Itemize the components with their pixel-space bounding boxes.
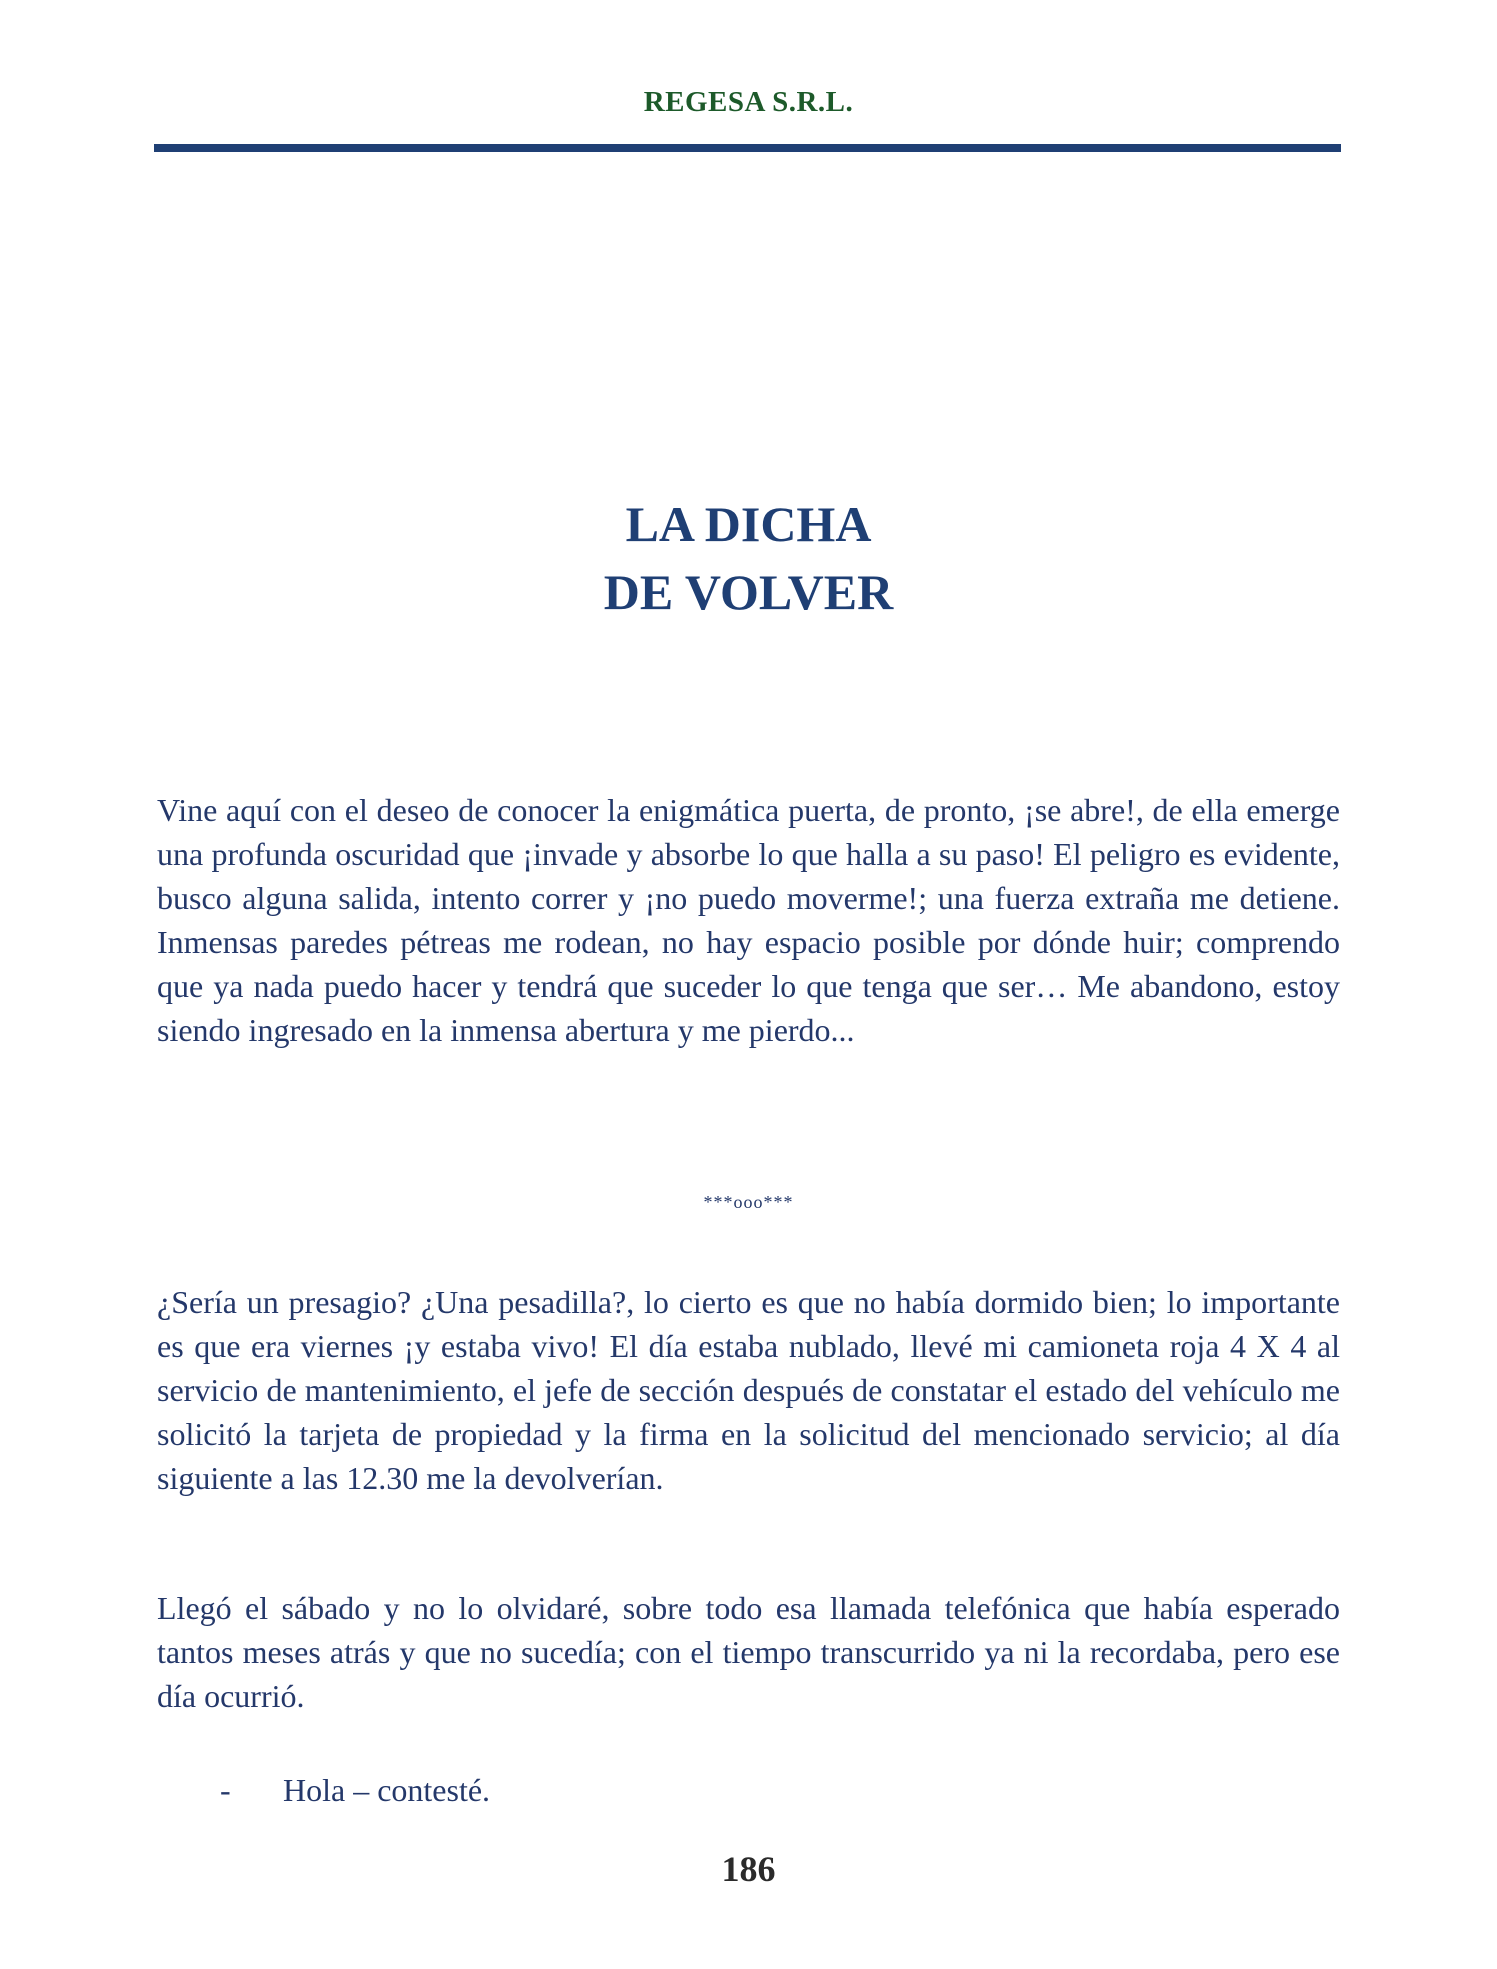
chapter-title xyxy=(0,490,1497,626)
dialogue-text: Hola – contesté. xyxy=(283,1772,491,1808)
dialogue-line xyxy=(220,1768,490,1812)
running-header: REGESA S.R.L. xyxy=(643,86,854,118)
chapter-title-line-2: DE VOLVER xyxy=(603,564,894,620)
paragraph-2: ¿Sería un presagio? ¿Una pesadilla?, lo cierto es que no había dormido bien; lo importante es que era viernes ¡y estaba vivo! El día estaba nublado, llevé mi camioneta roja 4 X 4 al servicio de mantenimiento, el jefe de sección después de constatar el estado del vehículo me solicitó la tarjeta de propiedad y la firma en la solicitud del mencionado servicio; al día siguiente a las 12.30 me la devolverían. xyxy=(157,1284,1340,1496)
paragraph-1: Vine aquí con el deseo de conocer la enigmática puerta, de pronto, ¡se abre!, de ella emerge una profunda oscuridad que ¡invade y absorbe lo que halla a su paso! El peligro es evidente, busco alguna salida, intento correr y ¡no puedo moverme!; una fuerza extraña me detiene. Inmensas paredes pétreas me rodean, no hay espacio posible por dónde huir; comprendo que ya nada puedo hacer y tendrá que suceder lo que tenga que ser… Me abandono, estoy siendo ingresado en la inmensa abertura y me pierdo... xyxy=(157,792,1340,1048)
header-rule xyxy=(154,144,1341,152)
dialogue-dash: - xyxy=(220,1772,231,1808)
section-separator: ***ooo*** xyxy=(703,1192,794,1212)
paragraph-3: Llegó el sábado y no lo olvidaré, sobre todo esa llamada telefónica que había esperado tantos meses atrás y que no sucedía; con el tiempo transcurrido ya ni la recordaba, pero ese día ocurrió. xyxy=(157,1590,1340,1714)
page-number: 186 xyxy=(721,1849,776,1889)
chapter-title-line-1: LA DICHA xyxy=(625,496,872,552)
